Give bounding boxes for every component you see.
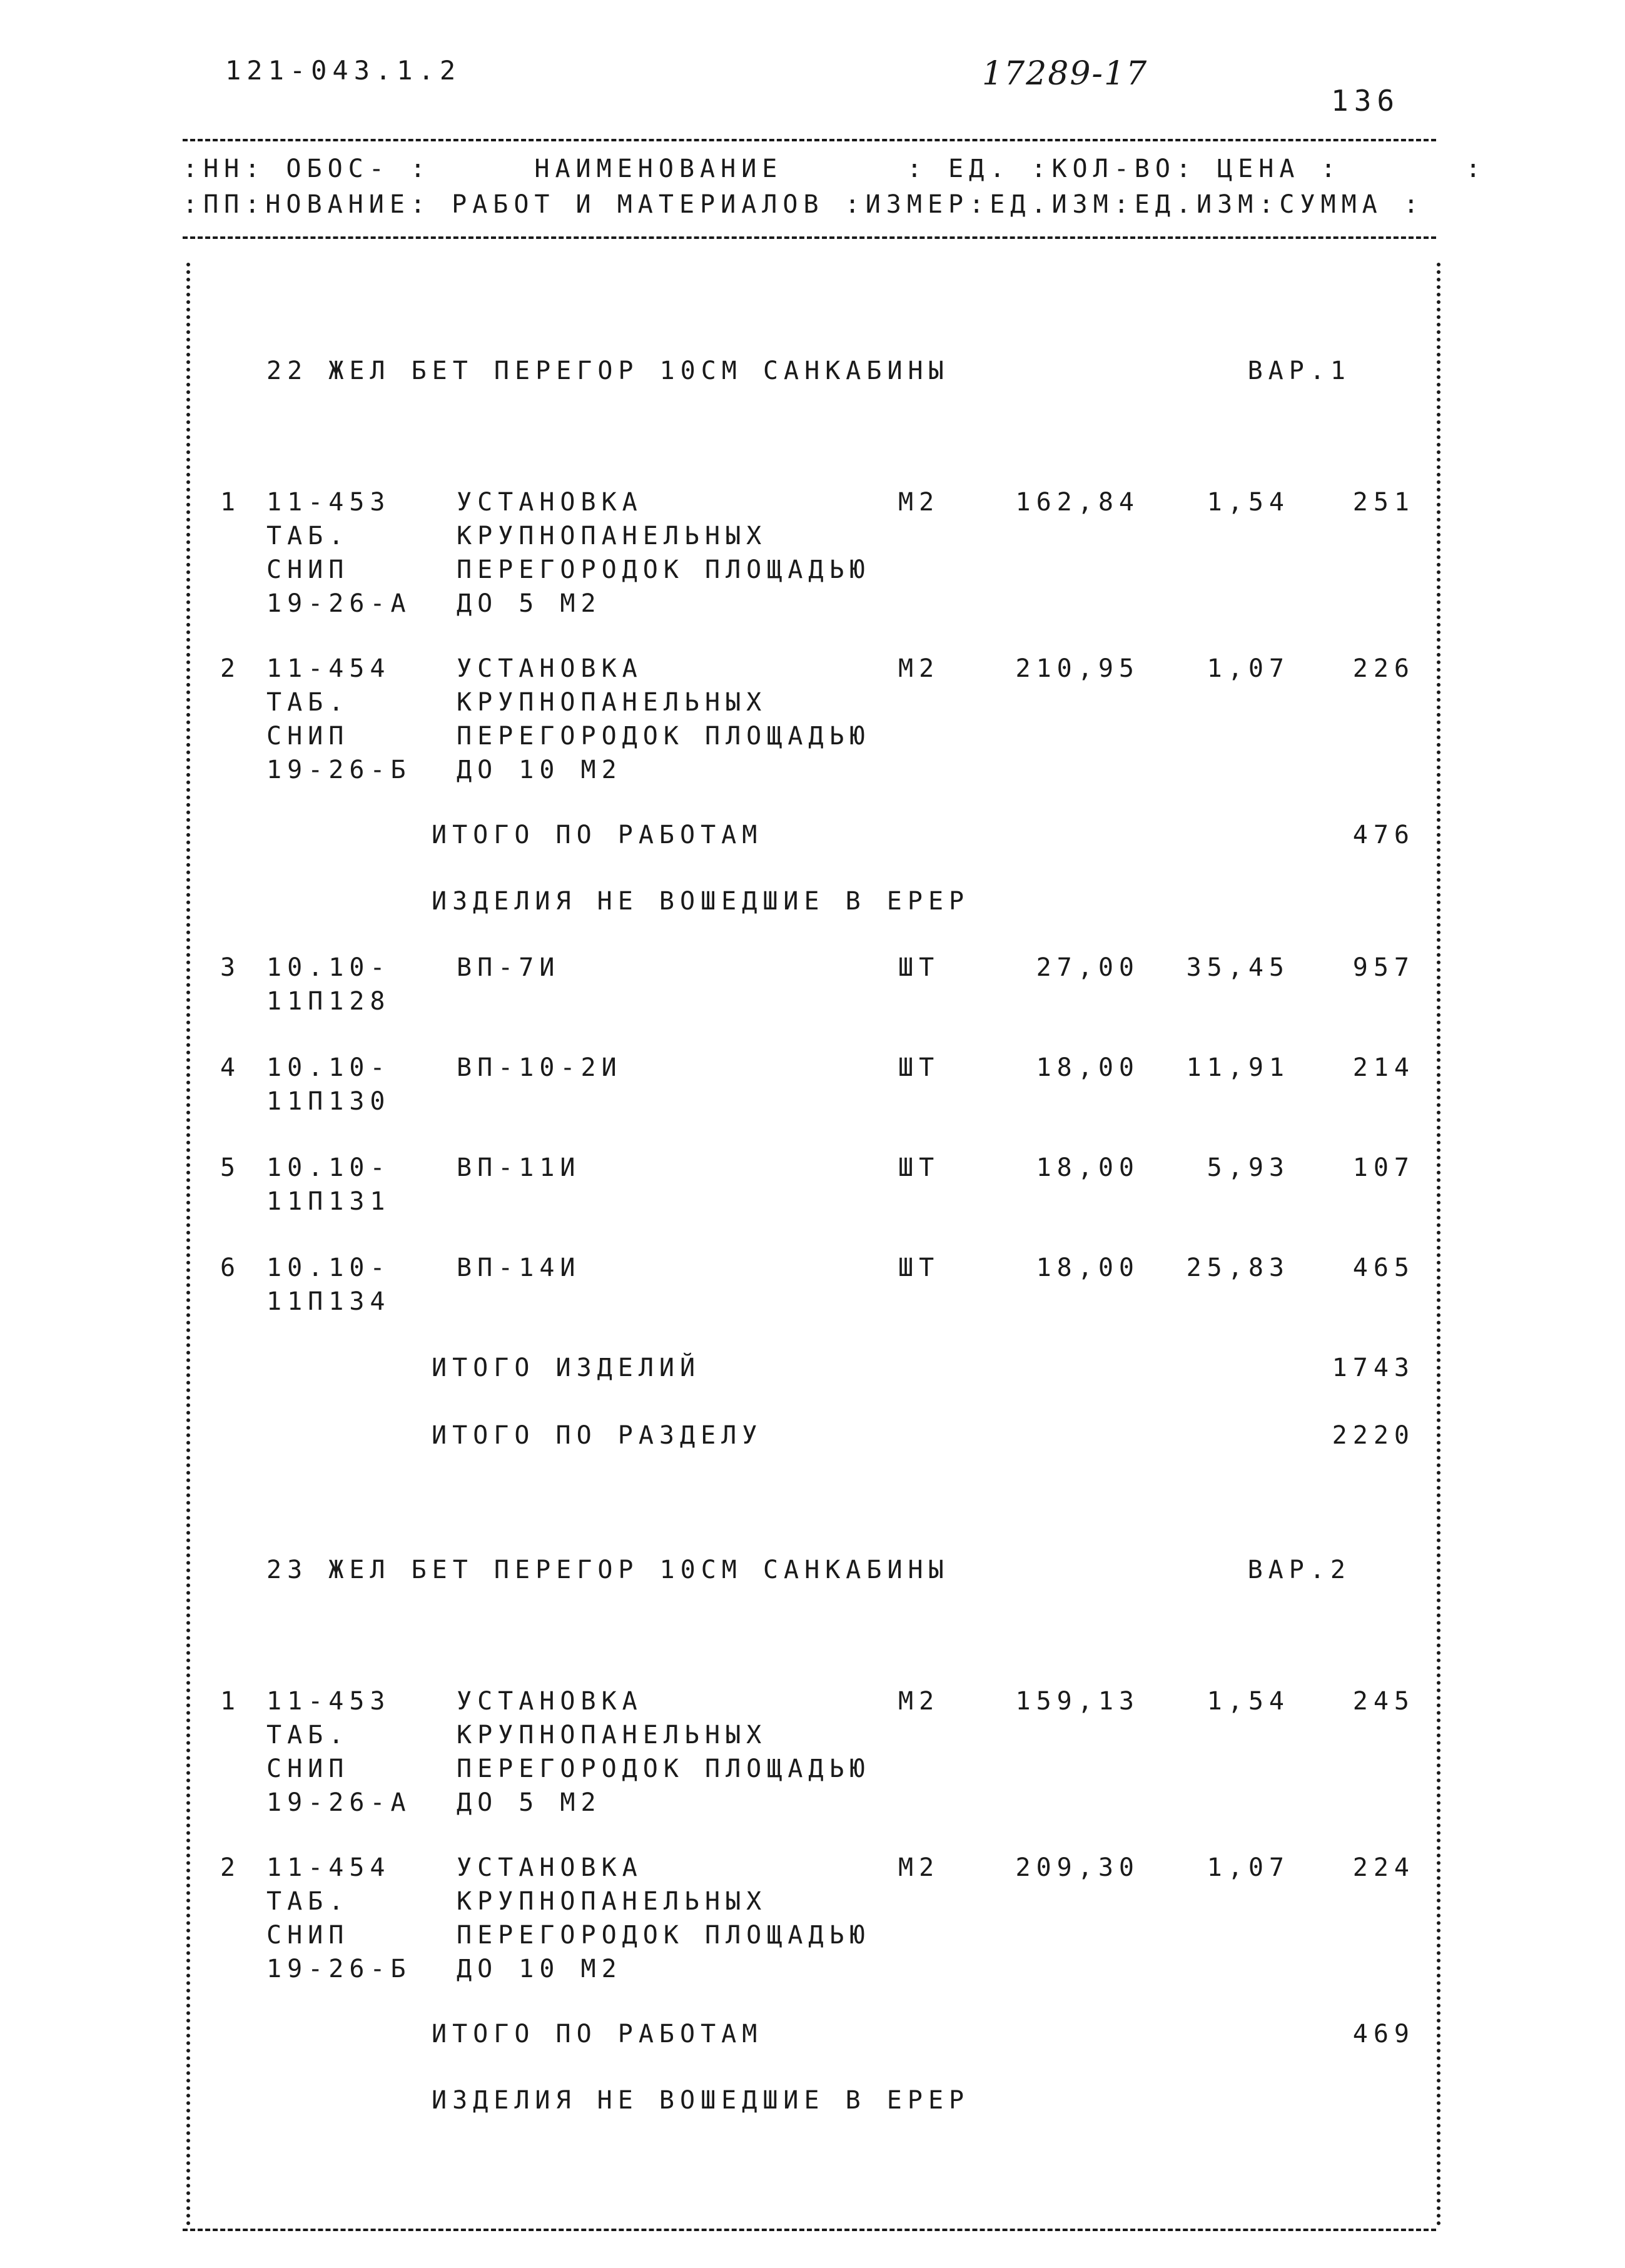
row-sum: 226 xyxy=(1352,654,1415,683)
row-sum: 214 xyxy=(1352,1053,1415,1082)
section-title: 22 ЖЕЛ БЕТ ПЕРЕГОР 10СМ САНКАБИНЫ xyxy=(266,357,949,385)
row-code: 11-454 xyxy=(266,1853,391,1882)
row-name: ВП-7И xyxy=(457,953,560,982)
row-unit: ШТ xyxy=(898,1253,940,1282)
row-name: КРУПНОПАНЕЛЬНЫХ xyxy=(457,1887,767,1916)
row-number: 1 xyxy=(220,1687,241,1716)
row-name: ВП-11И xyxy=(457,1153,581,1182)
row-unit: ШТ xyxy=(898,953,940,982)
section-title: 23 ЖЕЛ БЕТ ПЕРЕГОР 10СМ САНКАБИНЫ xyxy=(266,1556,949,1584)
row-quantity: 162,84 xyxy=(1015,488,1140,517)
header-bottom-rule xyxy=(183,236,1436,239)
row-sum: 957 xyxy=(1352,953,1415,982)
row-name: ПЕРЕГОРОДОК ПЛОЩАДЬЮ xyxy=(457,722,871,751)
row-unit: ШТ xyxy=(898,1053,940,1082)
row-code: 10.10- xyxy=(266,1153,391,1182)
row-price: 11,91 xyxy=(1186,1053,1290,1082)
row-name: КРУПНОПАНЕЛЬНЫХ xyxy=(457,1721,767,1749)
row-sum: 251 xyxy=(1352,488,1415,517)
row-number: 2 xyxy=(220,654,241,683)
row-number: 2 xyxy=(220,1853,241,1882)
handwritten-number: 17289-17 xyxy=(982,55,1148,93)
row-name: ДО 10 М2 xyxy=(457,756,622,784)
row-name: УСТАНОВКА xyxy=(457,1687,643,1716)
row-quantity: 210,95 xyxy=(1015,654,1140,683)
row-name: КРУПНОПАНЕЛЬНЫХ xyxy=(457,522,767,550)
row-code: ТАБ. xyxy=(266,1887,350,1916)
row-sum: 224 xyxy=(1352,1853,1415,1882)
row-unit: ШТ xyxy=(898,1153,940,1182)
row-code: 19-26-А xyxy=(266,589,412,618)
row-quantity: 159,13 xyxy=(1015,1687,1140,1716)
row-name: ПЕРЕГОРОДОК ПЛОЩАДЬЮ xyxy=(457,1921,871,1950)
items-heading: ИЗДЕЛИЯ НЕ ВОШЕДШИЕ В ЕРЕР xyxy=(432,887,970,916)
row-code: 11-453 xyxy=(266,1687,391,1716)
row-name: ДО 10 М2 xyxy=(457,1955,622,1983)
row-code: 11П134 xyxy=(266,1287,391,1316)
works-total-value: 476 xyxy=(1352,821,1415,849)
row-unit: М2 xyxy=(898,654,940,683)
row-code: 10.10- xyxy=(266,953,391,982)
row-code: 19-26-Б xyxy=(266,756,412,784)
row-unit: М2 xyxy=(898,488,940,517)
row-quantity: 18,00 xyxy=(1036,1253,1140,1282)
row-name: ДО 5 М2 xyxy=(457,589,602,618)
row-number: 6 xyxy=(220,1253,241,1282)
row-name: ВП-10-2И xyxy=(457,1053,622,1082)
row-code: 11-453 xyxy=(266,488,391,517)
row-code: СНИП xyxy=(266,1754,350,1783)
row-quantity: 18,00 xyxy=(1036,1153,1140,1182)
header-top-rule xyxy=(183,139,1436,141)
works-total-value: 469 xyxy=(1352,2020,1415,2048)
works-total-label: ИТОГО ПО РАБОТАМ xyxy=(432,2020,763,2048)
row-quantity: 18,00 xyxy=(1036,1053,1140,1082)
items-total-value: 1743 xyxy=(1332,1354,1415,1382)
row-code: 19-26-А xyxy=(266,1788,412,1817)
row-price: 1,07 xyxy=(1207,654,1290,683)
row-price: 1,07 xyxy=(1207,1853,1290,1882)
works-total-label: ИТОГО ПО РАБОТАМ xyxy=(432,821,763,849)
row-code: 11П130 xyxy=(266,1087,391,1116)
row-name: УСТАНОВКА xyxy=(457,654,643,683)
row-price: 25,83 xyxy=(1186,1253,1290,1282)
items-heading: ИЗДЕЛИЯ НЕ ВОШЕДШИЕ В ЕРЕР xyxy=(432,2086,970,2115)
row-name: ПЕРЕГОРОДОК ПЛОЩАДЬЮ xyxy=(457,555,871,584)
row-code: ТАБ. xyxy=(266,522,350,550)
row-name: УСТАНОВКА xyxy=(457,1853,643,1882)
row-code: 10.10- xyxy=(266,1053,391,1082)
section-total-label: ИТОГО ПО РАЗДЕЛУ xyxy=(432,1421,763,1450)
row-code: СНИП xyxy=(266,722,350,751)
row-number: 5 xyxy=(220,1153,241,1182)
row-code: СНИП xyxy=(266,1921,350,1950)
row-name: ПЕРЕГОРОДОК ПЛОЩАДЬЮ xyxy=(457,1754,871,1783)
row-sum: 245 xyxy=(1352,1687,1415,1716)
row-code: ТАБ. xyxy=(266,688,350,717)
row-price: 5,93 xyxy=(1207,1153,1290,1182)
body-bottom-rule xyxy=(183,2229,1436,2231)
row-code: ТАБ. xyxy=(266,1721,350,1749)
row-code: 11П131 xyxy=(266,1187,391,1216)
row-price: 1,54 xyxy=(1207,488,1290,517)
row-code: СНИП xyxy=(266,555,350,584)
row-code: 19-26-Б xyxy=(266,1955,412,1983)
row-sum: 107 xyxy=(1352,1153,1415,1182)
row-unit: М2 xyxy=(898,1687,940,1716)
section-variant: ВАР.2 xyxy=(1247,1556,1351,1584)
row-code: 11П128 xyxy=(266,987,391,1016)
left-border xyxy=(186,263,190,2227)
row-number: 3 xyxy=(220,953,241,982)
row-price: 1,54 xyxy=(1207,1687,1290,1716)
row-price: 35,45 xyxy=(1186,953,1290,982)
items-total-label: ИТОГО ИЗДЕЛИЙ xyxy=(432,1354,701,1382)
row-code: 10.10- xyxy=(266,1253,391,1282)
section-total-value: 2220 xyxy=(1332,1421,1415,1450)
column-header-line1: :НН: ОБОС- : НАИМЕНОВАНИЕ : ЕД. :КОЛ-ВО: ЦЕНА : : xyxy=(183,154,1487,183)
page-number: 136 xyxy=(1331,84,1400,118)
row-quantity: 27,00 xyxy=(1036,953,1140,982)
right-border xyxy=(1437,263,1440,2227)
column-header-line2: :ПП:НОВАНИЕ: РАБОТ И МАТЕРИАЛОВ :ИЗМЕР:ЕД.ИЗМ:ЕД.ИЗМ:СУММА : xyxy=(183,190,1424,219)
row-name: КРУПНОПАНЕЛЬНЫХ xyxy=(457,688,767,717)
row-quantity: 209,30 xyxy=(1015,1853,1140,1882)
document-code: 121-043.1.2 xyxy=(225,55,462,86)
row-name: ВП-14И xyxy=(457,1253,581,1282)
row-name: УСТАНОВКА xyxy=(457,488,643,517)
row-sum: 465 xyxy=(1352,1253,1415,1282)
row-number: 1 xyxy=(220,488,241,517)
row-code: 11-454 xyxy=(266,654,391,683)
row-unit: М2 xyxy=(898,1853,940,1882)
row-name: ДО 5 М2 xyxy=(457,1788,602,1817)
row-number: 4 xyxy=(220,1053,241,1082)
section-variant: ВАР.1 xyxy=(1247,357,1351,385)
